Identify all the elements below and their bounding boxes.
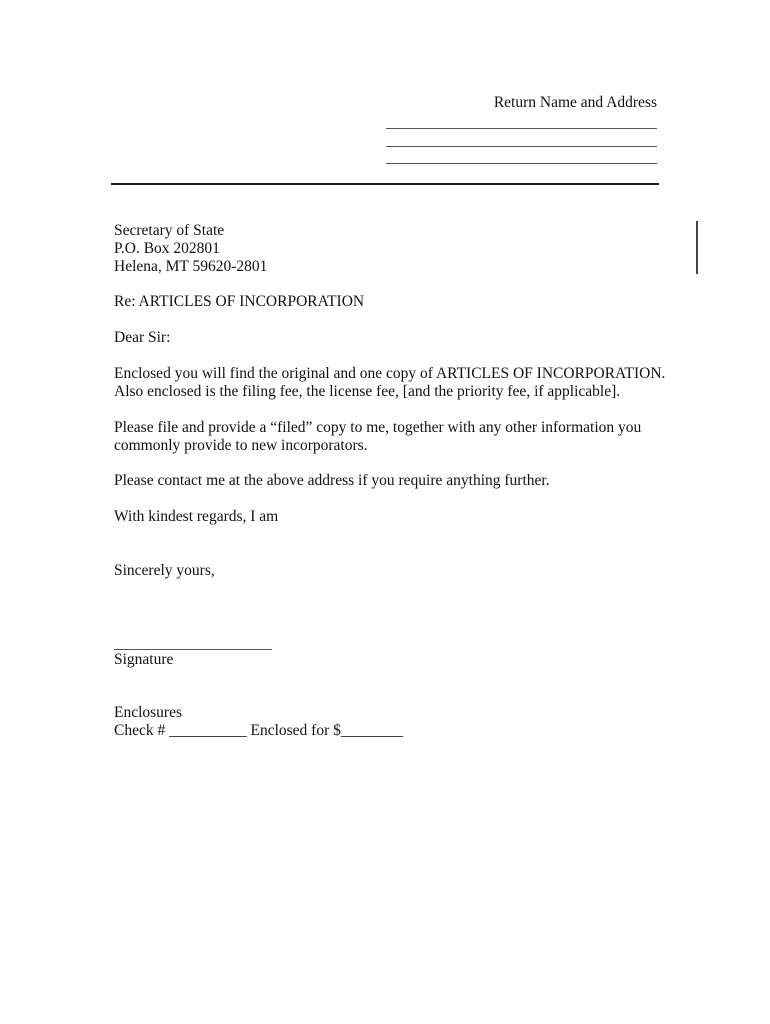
closing: Sincerely yours, xyxy=(114,562,215,579)
recipient-name: Secretary of State xyxy=(114,222,225,239)
signature-line xyxy=(114,649,272,650)
paragraph-1-line-1: Enclosed you will find the original and one copy of ARTICLES OF INCORPORATION. xyxy=(114,365,666,382)
paragraph-2-line-1: Please file and provide a “filed” copy to me, together with any other information you xyxy=(114,419,642,436)
paragraph-3: Please contact me at the above address if you require anything further. xyxy=(114,472,550,489)
re-line: Re: ARTICLES OF INCORPORATION xyxy=(114,293,365,310)
recipient-city-state-zip: Helena, MT 59620-2801 xyxy=(114,258,268,275)
salutation: Dear Sir: xyxy=(114,329,171,346)
return-name-address-label: Return Name and Address xyxy=(493,94,657,111)
return-address-line-3 xyxy=(386,163,657,164)
signature-label: Signature xyxy=(114,651,174,668)
regards-line: With kindest regards, I am xyxy=(114,508,279,525)
header-divider xyxy=(111,183,659,185)
return-address-line-1 xyxy=(386,128,657,129)
paragraph-2-line-2: commonly provide to new incorporators. xyxy=(114,437,368,454)
return-address-line-2 xyxy=(386,146,657,147)
margin-marker xyxy=(696,221,698,274)
check-enclosed-line: Check # __________ Enclosed for $________ xyxy=(114,722,403,739)
recipient-po-box: P.O. Box 202801 xyxy=(114,240,220,257)
paragraph-1-line-2: Also enclosed is the filing fee, the license fee, [and the priority fee, if applicable]. xyxy=(114,383,621,400)
enclosures-title: Enclosures xyxy=(114,704,183,721)
